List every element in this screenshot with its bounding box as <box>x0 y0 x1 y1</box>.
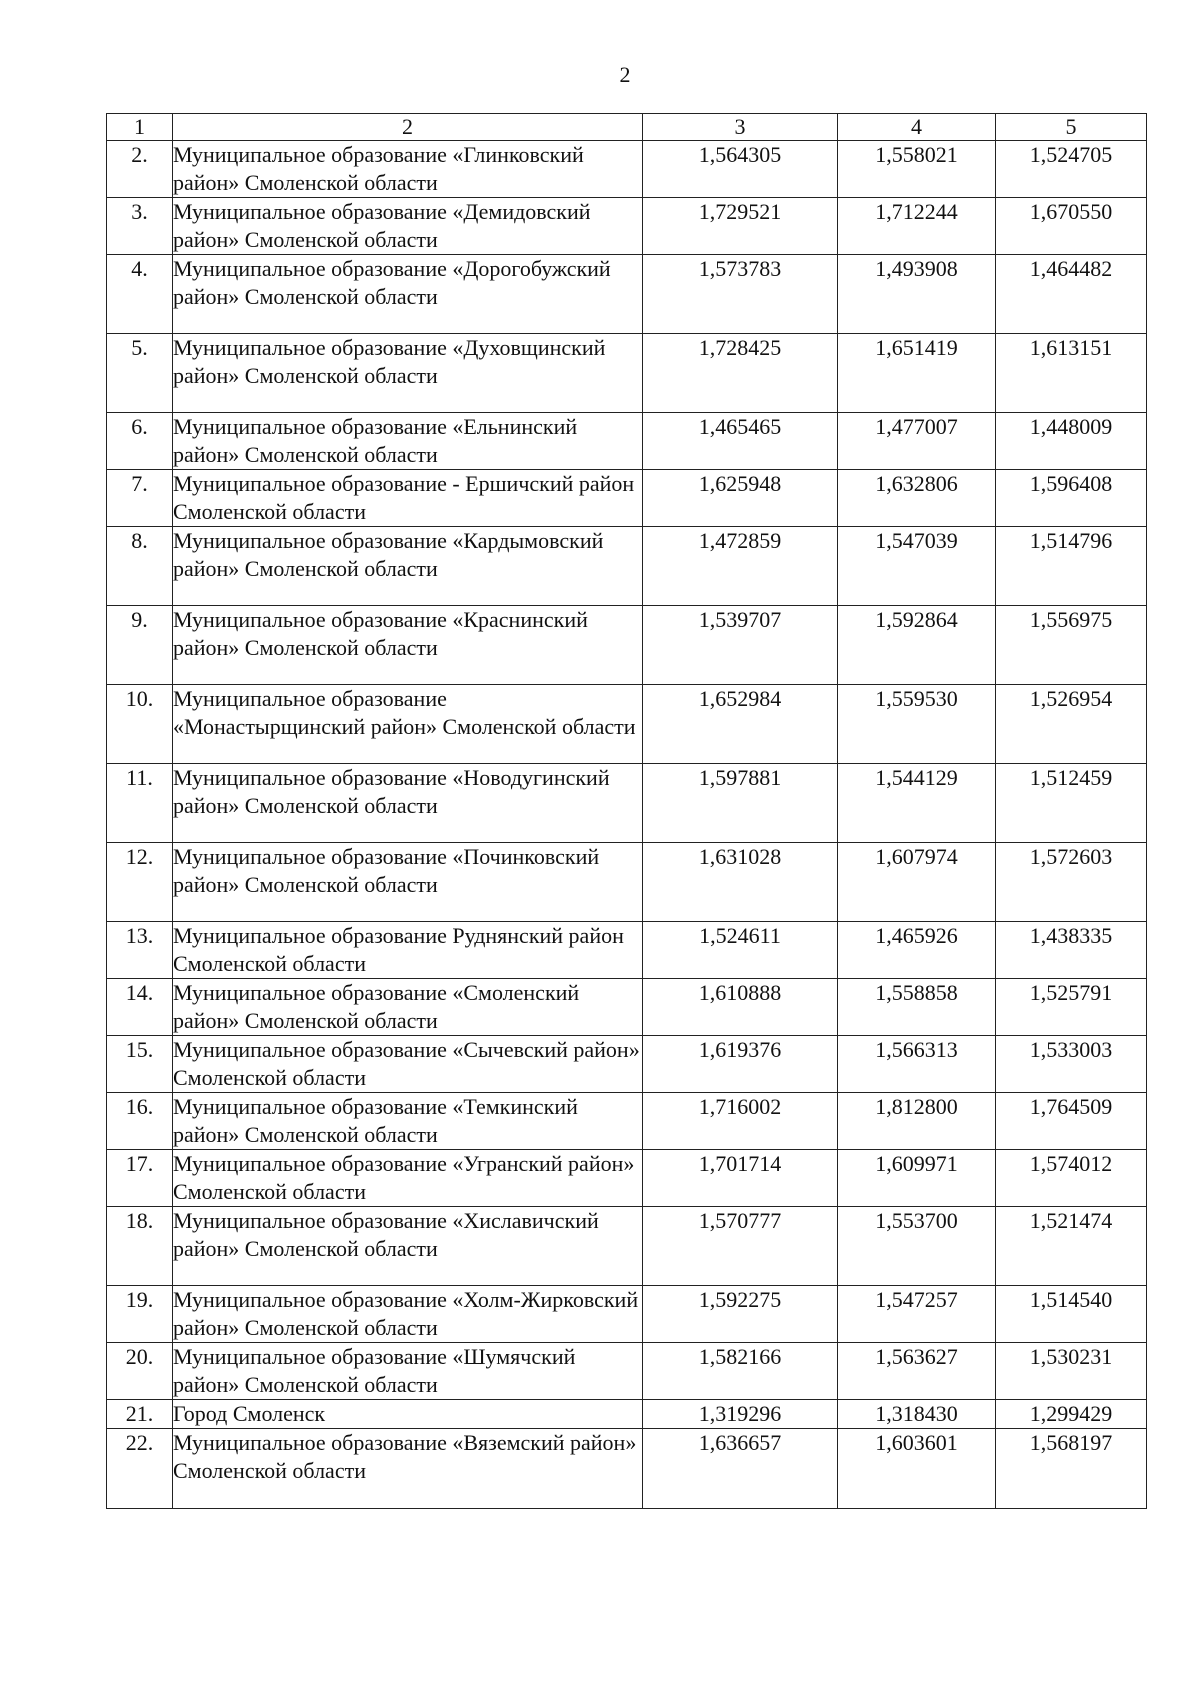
municipality-name: Муниципальное образование «Вяземский район» Смоленской области <box>173 1429 643 1509</box>
value-col-5: 1,521474 <box>996 1207 1147 1286</box>
value-col-4: 1,566313 <box>838 1036 996 1093</box>
value-col-5: 1,574012 <box>996 1150 1147 1207</box>
value-col-5: 1,514540 <box>996 1286 1147 1343</box>
row-number: 6. <box>107 413 173 470</box>
value-col-4: 1,547257 <box>838 1286 996 1343</box>
value-col-3: 1,570777 <box>643 1207 838 1286</box>
table-row <box>107 198 1147 255</box>
value-col-4: 1,592864 <box>838 606 996 685</box>
table-row <box>107 1093 1147 1150</box>
value-col-3: 1,631028 <box>643 843 838 922</box>
table-row <box>107 843 1147 922</box>
header-cell-1: 1 <box>107 114 173 141</box>
header-cell-2: 2 <box>173 114 643 141</box>
value-col-5: 1,514796 <box>996 527 1147 606</box>
row-number: 11. <box>107 764 173 843</box>
table-row <box>107 334 1147 413</box>
municipality-name: Муниципальное образование «Холм-Жирковский район» Смоленской области <box>173 1286 643 1343</box>
table-header-row <box>107 114 1147 141</box>
municipality-name: Муниципальное образование «Новодугинский район» Смоленской области <box>173 764 643 843</box>
municipality-name: Муниципальное образование «Монастырщинский район» Смоленской области <box>173 685 643 764</box>
value-col-3: 1,701714 <box>643 1150 838 1207</box>
row-number: 15. <box>107 1036 173 1093</box>
value-col-4: 1,558858 <box>838 979 996 1036</box>
row-number: 5. <box>107 334 173 413</box>
value-col-4: 1,603601 <box>838 1429 996 1509</box>
value-col-3: 1,636657 <box>643 1429 838 1509</box>
municipality-name: Муниципальное образование - Ершичский район Смоленской области <box>173 470 643 527</box>
value-col-5: 1,670550 <box>996 198 1147 255</box>
value-col-3: 1,716002 <box>643 1093 838 1150</box>
value-col-4: 1,544129 <box>838 764 996 843</box>
value-col-3: 1,652984 <box>643 685 838 764</box>
municipality-name: Муниципальное образование «Хиславичский район» Смоленской области <box>173 1207 643 1286</box>
row-number: 16. <box>107 1093 173 1150</box>
value-col-3: 1,597881 <box>643 764 838 843</box>
row-number: 19. <box>107 1286 173 1343</box>
municipality-name: Муниципальное образование «Починковский район» Смоленской области <box>173 843 643 922</box>
value-col-5: 1,448009 <box>996 413 1147 470</box>
value-col-5: 1,613151 <box>996 334 1147 413</box>
municipality-name: Муниципальное образование «Сычевский район» Смоленской области <box>173 1036 643 1093</box>
header-cell-5: 5 <box>996 114 1147 141</box>
row-number: 7. <box>107 470 173 527</box>
table-row <box>107 1400 1147 1429</box>
value-col-5: 1,512459 <box>996 764 1147 843</box>
row-number: 8. <box>107 527 173 606</box>
value-col-4: 1,547039 <box>838 527 996 606</box>
value-col-3: 1,619376 <box>643 1036 838 1093</box>
municipality-name: Муниципальное образование «Смоленский район» Смоленской области <box>173 979 643 1036</box>
value-col-4: 1,563627 <box>838 1343 996 1400</box>
value-col-5: 1,568197 <box>996 1429 1147 1509</box>
value-col-3: 1,729521 <box>643 198 838 255</box>
table-row <box>107 255 1147 334</box>
value-col-5: 1,596408 <box>996 470 1147 527</box>
table-row <box>107 470 1147 527</box>
table-row <box>107 922 1147 979</box>
page-number: 2 <box>619 62 631 87</box>
value-col-3: 1,524611 <box>643 922 838 979</box>
table-row <box>107 979 1147 1036</box>
municipality-name: Муниципальное образование «Шумячский район» Смоленской области <box>173 1343 643 1400</box>
row-number: 9. <box>107 606 173 685</box>
row-number: 22. <box>107 1429 173 1509</box>
table-row <box>107 1036 1147 1093</box>
municipality-name: Город Смоленск <box>173 1400 643 1429</box>
table-row <box>107 1429 1147 1509</box>
municipality-name: Муниципальное образование «Духовщинский район» Смоленской области <box>173 334 643 413</box>
value-col-5: 1,525791 <box>996 979 1147 1036</box>
value-col-4: 1,607974 <box>838 843 996 922</box>
table-row <box>107 1343 1147 1400</box>
row-number: 13. <box>107 922 173 979</box>
value-col-4: 1,465926 <box>838 922 996 979</box>
value-col-3: 1,573783 <box>643 255 838 334</box>
row-number: 3. <box>107 198 173 255</box>
row-number: 10. <box>107 685 173 764</box>
value-col-3: 1,592275 <box>643 1286 838 1343</box>
header-cell-3: 3 <box>643 114 838 141</box>
municipality-name: Муниципальное образование «Демидовский район» Смоленской области <box>173 198 643 255</box>
municipality-name: Муниципальное образование «Темкинский район» Смоленской области <box>173 1093 643 1150</box>
value-col-5: 1,556975 <box>996 606 1147 685</box>
value-col-4: 1,493908 <box>838 255 996 334</box>
table-row <box>107 764 1147 843</box>
municipality-name: Муниципальное образование «Краснинский район» Смоленской области <box>173 606 643 685</box>
value-col-4: 1,812800 <box>838 1093 996 1150</box>
value-col-4: 1,553700 <box>838 1207 996 1286</box>
table-row <box>107 527 1147 606</box>
value-col-3: 1,539707 <box>643 606 838 685</box>
header-cell-4: 4 <box>838 114 996 141</box>
municipality-name: Муниципальное образование «Ельнинский район» Смоленской области <box>173 413 643 470</box>
municipality-name: Муниципальное образование Руднянский район Смоленской области <box>173 922 643 979</box>
row-number: 17. <box>107 1150 173 1207</box>
value-col-3: 1,625948 <box>643 470 838 527</box>
municipality-name: Муниципальное образование «Дорогобужский район» Смоленской области <box>173 255 643 334</box>
value-col-3: 1,465465 <box>643 413 838 470</box>
table-row <box>107 1207 1147 1286</box>
value-col-4: 1,477007 <box>838 413 996 470</box>
value-col-4: 1,712244 <box>838 198 996 255</box>
value-col-3: 1,728425 <box>643 334 838 413</box>
row-number: 4. <box>107 255 173 334</box>
table-row <box>107 1286 1147 1343</box>
value-col-3: 1,472859 <box>643 527 838 606</box>
value-col-5: 1,533003 <box>996 1036 1147 1093</box>
municipality-name: Муниципальное образование «Глинковский район» Смоленской области <box>173 141 643 198</box>
row-number: 14. <box>107 979 173 1036</box>
value-col-5: 1,572603 <box>996 843 1147 922</box>
value-col-5: 1,526954 <box>996 685 1147 764</box>
value-col-3: 1,319296 <box>643 1400 838 1429</box>
row-number: 21. <box>107 1400 173 1429</box>
value-col-3: 1,582166 <box>643 1343 838 1400</box>
value-col-3: 1,610888 <box>643 979 838 1036</box>
table-row <box>107 1150 1147 1207</box>
value-col-5: 1,764509 <box>996 1093 1147 1150</box>
value-col-5: 1,524705 <box>996 141 1147 198</box>
value-col-4: 1,632806 <box>838 470 996 527</box>
value-col-4: 1,609971 <box>838 1150 996 1207</box>
value-col-5: 1,438335 <box>996 922 1147 979</box>
table-row <box>107 685 1147 764</box>
row-number: 2. <box>107 141 173 198</box>
table-row <box>107 141 1147 198</box>
table-row <box>107 413 1147 470</box>
value-col-5: 1,299429 <box>996 1400 1147 1429</box>
municipality-name: Муниципальное образование «Угранский район» Смоленской области <box>173 1150 643 1207</box>
value-col-5: 1,464482 <box>996 255 1147 334</box>
value-col-4: 1,651419 <box>838 334 996 413</box>
value-col-4: 1,558021 <box>838 141 996 198</box>
value-col-4: 1,318430 <box>838 1400 996 1429</box>
value-col-4: 1,559530 <box>838 685 996 764</box>
municipality-name: Муниципальное образование «Кардымовский район» Смоленской области <box>173 527 643 606</box>
table-row <box>107 606 1147 685</box>
value-col-5: 1,530231 <box>996 1343 1147 1400</box>
value-col-3: 1,564305 <box>643 141 838 198</box>
row-number: 18. <box>107 1207 173 1286</box>
row-number: 12. <box>107 843 173 922</box>
coefficients-table <box>106 113 1147 1509</box>
row-number: 20. <box>107 1343 173 1400</box>
